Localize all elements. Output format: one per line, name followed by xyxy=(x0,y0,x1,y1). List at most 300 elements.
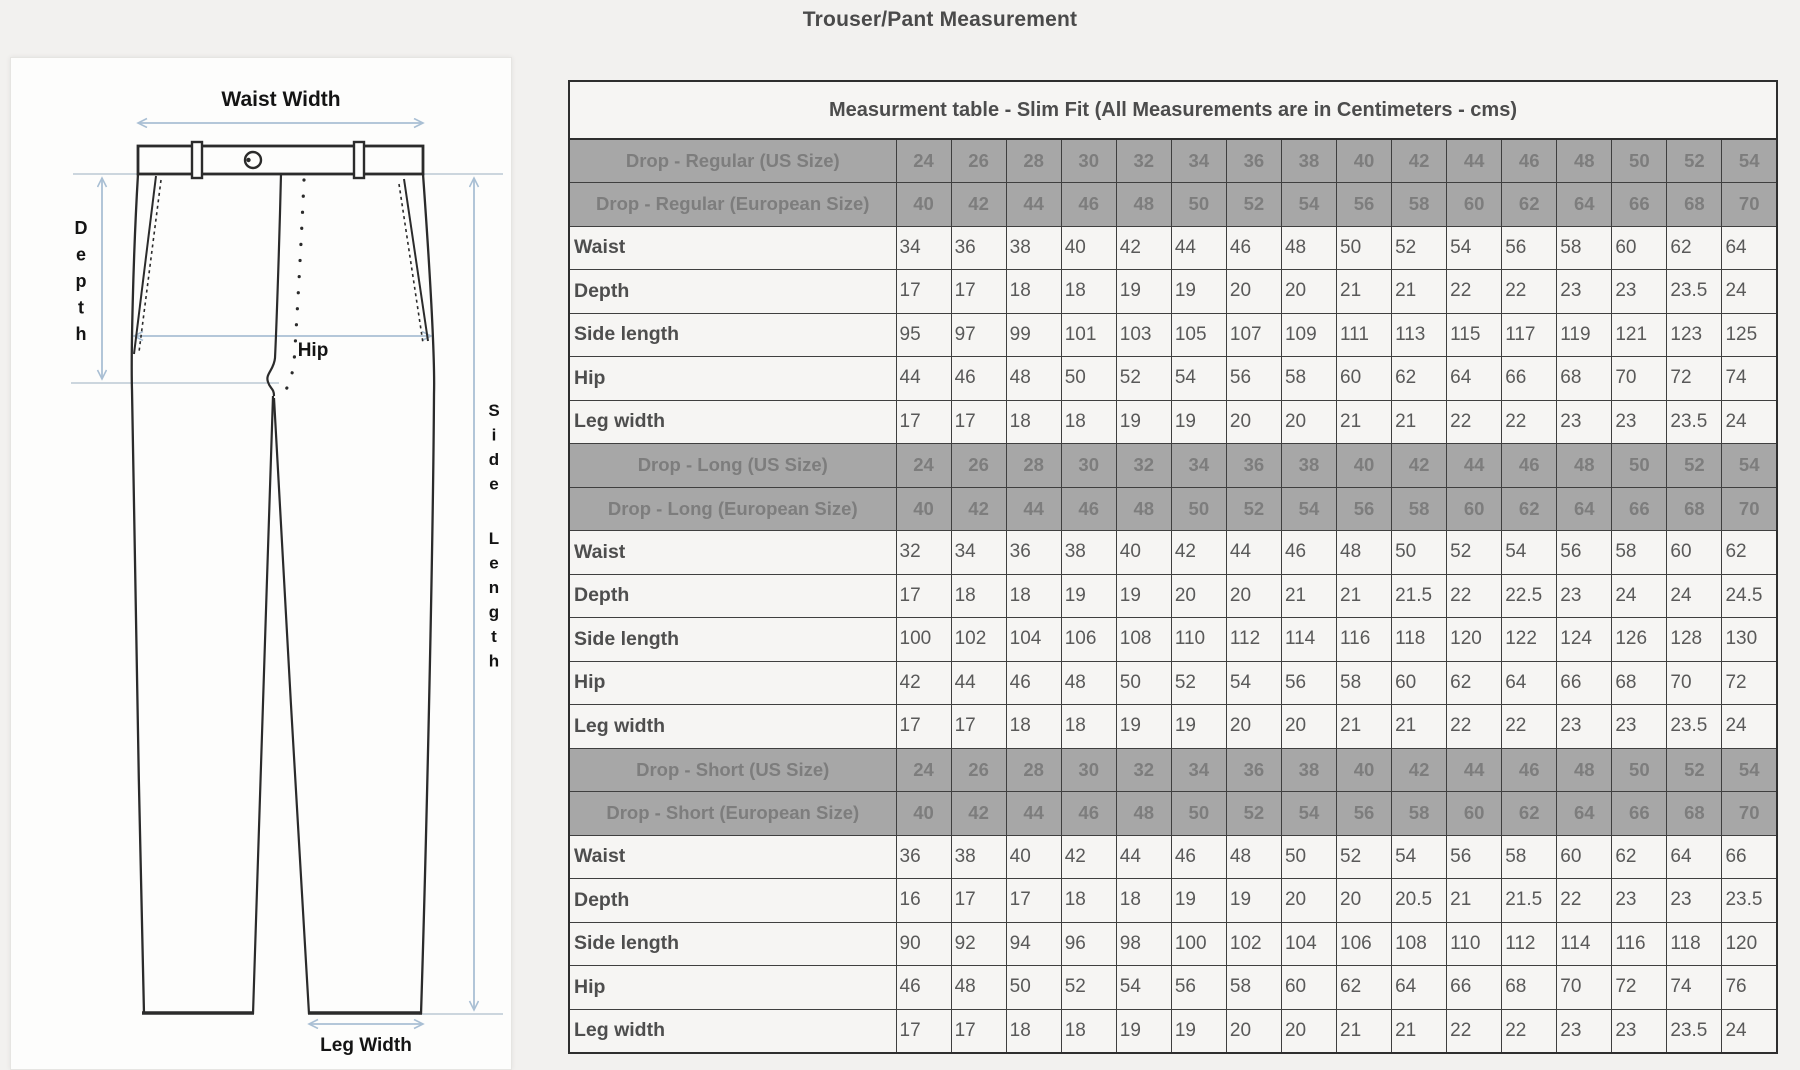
hip-label: Hip xyxy=(297,340,329,361)
measurement-value-cell: 44 xyxy=(1171,226,1226,270)
measurement-value-cell: 44 xyxy=(1226,531,1281,575)
us-size-cell: 50 xyxy=(1612,444,1667,488)
us-size-cell: 52 xyxy=(1667,748,1722,792)
measurement-value-cell: 58 xyxy=(1502,835,1557,879)
measurement-value-cell: 18 xyxy=(1061,270,1116,314)
us-size-cell: 34 xyxy=(1171,444,1226,488)
measurement-value-cell: 23.5 xyxy=(1722,879,1777,923)
measurement-value-cell: 23 xyxy=(1557,400,1612,444)
us-size-cell: 32 xyxy=(1116,444,1171,488)
eu-size-cell: 48 xyxy=(1116,487,1171,531)
measurement-value-cell: 23.5 xyxy=(1667,270,1722,314)
measurement-value-cell: 121 xyxy=(1612,313,1667,357)
vertical-label-letter: e xyxy=(75,244,87,265)
measurement-value-cell: 17 xyxy=(896,400,951,444)
measurement-row xyxy=(569,922,1777,966)
measurement-value-cell: 23.5 xyxy=(1667,705,1722,749)
measurement-value-cell: 21.5 xyxy=(1392,574,1447,618)
measurement-value-cell: 56 xyxy=(1226,357,1281,401)
measurement-value-cell: 56 xyxy=(1281,661,1336,705)
measurement-value-cell: 58 xyxy=(1226,966,1281,1010)
measurement-value-cell: 74 xyxy=(1667,966,1722,1010)
measurement-value-cell: 102 xyxy=(951,618,1006,662)
eu-size-cell: 44 xyxy=(1006,487,1061,531)
us-size-cell: 24 xyxy=(896,139,951,183)
measurement-value-cell: 20.5 xyxy=(1392,879,1447,923)
measurement-value-cell: 46 xyxy=(1281,531,1336,575)
measurement-value-cell: 21 xyxy=(1392,1009,1447,1053)
measurement-value-cell: 104 xyxy=(1006,618,1061,662)
measurement-value-cell: 20 xyxy=(1281,879,1336,923)
measurement-value-cell: 108 xyxy=(1116,618,1171,662)
eu-size-cell: 52 xyxy=(1226,183,1281,227)
measurement-value-cell: 48 xyxy=(951,966,1006,1010)
us-size-cell: 54 xyxy=(1722,139,1777,183)
vertical-label-letter: e xyxy=(489,474,499,494)
us-size-cell: 34 xyxy=(1171,139,1226,183)
waistband-button-hole xyxy=(246,158,250,162)
measurement-value-cell: 23 xyxy=(1612,705,1667,749)
measurement-value-cell: 23 xyxy=(1612,1009,1667,1053)
us-size-header-label: Drop - Regular (US Size) xyxy=(569,139,896,183)
us-size-cell: 52 xyxy=(1667,444,1722,488)
measurement-value-cell: 60 xyxy=(1557,835,1612,879)
us-size-cell: 46 xyxy=(1502,139,1557,183)
measurement-value-cell: 112 xyxy=(1502,922,1557,966)
measurement-row-label: Side length xyxy=(569,313,896,357)
size-header-row-eu xyxy=(569,183,1777,227)
measurement-value-cell: 116 xyxy=(1337,618,1392,662)
measurement-value-cell: 44 xyxy=(951,661,1006,705)
measurement-row-label: Leg width xyxy=(569,1009,896,1053)
measurement-value-cell: 21 xyxy=(1337,1009,1392,1053)
measurement-value-cell: 66 xyxy=(1447,966,1502,1010)
measurement-value-cell: 64 xyxy=(1722,226,1777,270)
measurement-value-cell: 56 xyxy=(1502,226,1557,270)
fly-stitch-dots xyxy=(283,180,304,396)
measurement-value-cell: 62 xyxy=(1447,661,1502,705)
measurement-value-cell: 109 xyxy=(1281,313,1336,357)
us-size-cell: 26 xyxy=(951,139,1006,183)
measurement-value-cell: 58 xyxy=(1557,226,1612,270)
measurement-row-label: Hip xyxy=(569,661,896,705)
measurement-value-cell: 24 xyxy=(1667,574,1722,618)
measurement-value-cell: 108 xyxy=(1392,922,1447,966)
measurement-value-cell: 125 xyxy=(1722,313,1777,357)
measurement-value-cell: 119 xyxy=(1557,313,1612,357)
measurement-value-cell: 22.5 xyxy=(1502,574,1557,618)
measurement-value-cell: 22 xyxy=(1502,705,1557,749)
measurement-value-cell: 42 xyxy=(1171,531,1226,575)
measurement-value-cell: 50 xyxy=(1392,531,1447,575)
measurement-value-cell: 54 xyxy=(1171,357,1226,401)
eu-size-cell: 54 xyxy=(1281,792,1336,836)
measurement-value-cell: 23 xyxy=(1557,1009,1612,1053)
us-size-cell: 44 xyxy=(1447,444,1502,488)
measurement-value-cell: 70 xyxy=(1557,966,1612,1010)
eu-size-cell: 46 xyxy=(1061,183,1116,227)
vertical-label-letter: i xyxy=(491,425,497,445)
vertical-label-letter: g xyxy=(488,602,500,622)
eu-size-cell: 58 xyxy=(1392,487,1447,531)
measurement-value-cell: 38 xyxy=(1061,531,1116,575)
measurement-value-cell: 48 xyxy=(1061,661,1116,705)
measurement-value-cell: 106 xyxy=(1061,618,1116,662)
measurement-value-cell: 48 xyxy=(1006,357,1061,401)
eu-size-cell: 56 xyxy=(1337,487,1392,531)
measurement-value-cell: 22 xyxy=(1502,400,1557,444)
measurement-value-cell: 60 xyxy=(1392,661,1447,705)
eu-size-cell: 58 xyxy=(1392,792,1447,836)
vertical-label-letter: d xyxy=(488,450,500,469)
measurement-value-cell: 24.5 xyxy=(1722,574,1777,618)
eu-size-cell: 56 xyxy=(1337,183,1392,227)
measurement-value-cell: 52 xyxy=(1116,357,1171,401)
measurement-value-cell: 72 xyxy=(1612,966,1667,1010)
us-size-cell: 38 xyxy=(1281,748,1336,792)
measurement-value-cell: 18 xyxy=(1061,879,1116,923)
measurement-value-cell: 36 xyxy=(896,835,951,879)
measurement-row xyxy=(569,400,1777,444)
eu-size-cell: 48 xyxy=(1116,792,1171,836)
measurement-table-body xyxy=(569,81,1777,1053)
measurement-value-cell: 24 xyxy=(1722,1009,1777,1053)
measurement-value-cell: 56 xyxy=(1557,531,1612,575)
eu-size-cell: 42 xyxy=(951,183,1006,227)
measurement-value-cell: 114 xyxy=(1557,922,1612,966)
measurement-value-cell: 50 xyxy=(1061,357,1116,401)
measurement-value-cell: 54 xyxy=(1447,226,1502,270)
measurement-value-cell: 120 xyxy=(1447,618,1502,662)
measurement-value-cell: 40 xyxy=(1006,835,1061,879)
measurement-value-cell: 21 xyxy=(1392,400,1447,444)
measurement-value-cell: 64 xyxy=(1667,835,1722,879)
us-size-cell: 38 xyxy=(1281,444,1336,488)
eu-size-cell: 40 xyxy=(896,487,951,531)
eu-size-header-label: Drop - Regular (European Size) xyxy=(569,183,896,227)
us-size-cell: 38 xyxy=(1281,139,1336,183)
measurement-value-cell: 42 xyxy=(1061,835,1116,879)
us-size-cell: 48 xyxy=(1557,139,1612,183)
measurement-value-cell: 24 xyxy=(1722,705,1777,749)
measurement-value-cell: 23 xyxy=(1557,705,1612,749)
measurement-value-cell: 68 xyxy=(1612,661,1667,705)
measurement-value-cell: 117 xyxy=(1502,313,1557,357)
measurement-value-cell: 66 xyxy=(1722,835,1777,879)
measurement-value-cell: 17 xyxy=(896,1009,951,1053)
measurement-row-label: Hip xyxy=(569,357,896,401)
leg-width-label: Leg Width xyxy=(320,1035,412,1056)
measurement-value-cell: 18 xyxy=(1061,400,1116,444)
measurement-value-cell: 44 xyxy=(1116,835,1171,879)
measurement-value-cell: 20 xyxy=(1226,270,1281,314)
measurement-row-label: Waist xyxy=(569,531,896,575)
measurement-value-cell: 102 xyxy=(1226,922,1281,966)
measurement-value-cell: 50 xyxy=(1337,226,1392,270)
measurement-value-cell: 21 xyxy=(1337,400,1392,444)
waistband xyxy=(138,146,423,174)
eu-size-cell: 70 xyxy=(1722,792,1777,836)
us-size-cell: 44 xyxy=(1447,139,1502,183)
us-size-cell: 44 xyxy=(1447,748,1502,792)
measurement-value-cell: 103 xyxy=(1116,313,1171,357)
measurement-value-cell: 18 xyxy=(1006,574,1061,618)
measurement-value-cell: 105 xyxy=(1171,313,1226,357)
left-outer-seam xyxy=(132,174,144,1014)
us-size-cell: 36 xyxy=(1226,444,1281,488)
measurement-row-label: Leg width xyxy=(569,400,896,444)
measurement-value-cell: 20 xyxy=(1337,879,1392,923)
measurement-row xyxy=(569,661,1777,705)
size-header-row-us xyxy=(569,139,1777,183)
measurement-value-cell: 66 xyxy=(1502,357,1557,401)
measurement-value-cell: 21 xyxy=(1281,574,1336,618)
eu-size-cell: 64 xyxy=(1557,792,1612,836)
us-size-cell: 26 xyxy=(951,444,1006,488)
vertical-label-letter: p xyxy=(75,271,87,291)
measurement-value-cell: 60 xyxy=(1667,531,1722,575)
measurement-value-cell: 17 xyxy=(951,400,1006,444)
measurement-value-cell: 19 xyxy=(1116,705,1171,749)
measurement-value-cell: 110 xyxy=(1447,922,1502,966)
measurement-value-cell: 90 xyxy=(896,922,951,966)
us-size-cell: 50 xyxy=(1612,139,1667,183)
measurement-value-cell: 19 xyxy=(1116,400,1171,444)
measurement-value-cell: 20 xyxy=(1226,400,1281,444)
measurement-value-cell: 24 xyxy=(1722,400,1777,444)
measurement-value-cell: 17 xyxy=(896,705,951,749)
measurement-value-cell: 22 xyxy=(1447,1009,1502,1053)
us-size-cell: 32 xyxy=(1116,139,1171,183)
measurement-value-cell: 95 xyxy=(896,313,951,357)
us-size-cell: 28 xyxy=(1006,748,1061,792)
measurement-table xyxy=(568,80,1778,1054)
measurement-value-cell: 42 xyxy=(896,661,951,705)
eu-size-cell: 68 xyxy=(1667,183,1722,227)
measurement-value-cell: 20 xyxy=(1226,705,1281,749)
measurement-value-cell: 22 xyxy=(1502,1009,1557,1053)
eu-size-cell: 66 xyxy=(1612,792,1667,836)
eu-size-cell: 40 xyxy=(896,792,951,836)
measurement-row-label: Hip xyxy=(569,966,896,1010)
eu-size-cell: 54 xyxy=(1281,183,1336,227)
measurement-value-cell: 66 xyxy=(1557,661,1612,705)
measurement-value-cell: 18 xyxy=(1061,705,1116,749)
measurement-value-cell: 60 xyxy=(1612,226,1667,270)
vertical-label-letter: S xyxy=(488,401,500,420)
vertical-label-letter: L xyxy=(488,529,500,548)
trouser-diagram-svg xyxy=(11,58,511,1069)
measurement-table-wrap xyxy=(568,80,1778,1054)
measurement-value-cell: 19 xyxy=(1116,1009,1171,1053)
measurement-value-cell: 58 xyxy=(1612,531,1667,575)
measurement-value-cell: 18 xyxy=(1006,270,1061,314)
page-title: Trouser/Pant Measurement xyxy=(802,8,1078,31)
measurement-value-cell: 50 xyxy=(1006,966,1061,1010)
measurement-value-cell: 40 xyxy=(1116,531,1171,575)
measurement-value-cell: 72 xyxy=(1667,357,1722,401)
measurement-value-cell: 42 xyxy=(1116,226,1171,270)
measurement-row-label: Depth xyxy=(569,574,896,618)
measurement-value-cell: 23.5 xyxy=(1667,400,1722,444)
us-size-cell: 28 xyxy=(1006,139,1061,183)
measurement-value-cell: 54 xyxy=(1226,661,1281,705)
eu-size-cell: 40 xyxy=(896,183,951,227)
measurement-value-cell: 23 xyxy=(1612,270,1667,314)
measurement-value-cell: 21 xyxy=(1337,705,1392,749)
us-size-cell: 32 xyxy=(1116,748,1171,792)
measurement-value-cell: 113 xyxy=(1392,313,1447,357)
measurement-value-cell: 124 xyxy=(1557,618,1612,662)
measurement-value-cell: 52 xyxy=(1337,835,1392,879)
measurement-value-cell: 76 xyxy=(1722,966,1777,1010)
measurement-value-cell: 126 xyxy=(1612,618,1667,662)
measurement-value-cell: 23 xyxy=(1667,879,1722,923)
eu-size-cell: 62 xyxy=(1502,792,1557,836)
measurement-value-cell: 64 xyxy=(1447,357,1502,401)
measurement-value-cell: 21 xyxy=(1337,270,1392,314)
measurement-value-cell: 34 xyxy=(951,531,1006,575)
measurement-value-cell: 50 xyxy=(1281,835,1336,879)
measurement-value-cell: 46 xyxy=(896,966,951,1010)
trouser-outline xyxy=(132,142,434,1014)
measurement-row-label: Leg width xyxy=(569,705,896,749)
measurement-row xyxy=(569,574,1777,618)
eu-size-cell: 44 xyxy=(1006,183,1061,227)
us-size-cell: 42 xyxy=(1392,444,1447,488)
us-size-cell: 54 xyxy=(1722,444,1777,488)
measurement-value-cell: 23.5 xyxy=(1667,1009,1722,1053)
measurement-value-cell: 101 xyxy=(1061,313,1116,357)
measurement-row xyxy=(569,879,1777,923)
eu-size-cell: 56 xyxy=(1337,792,1392,836)
measurement-value-cell: 48 xyxy=(1226,835,1281,879)
us-size-cell: 54 xyxy=(1722,748,1777,792)
belt-loop-right xyxy=(354,142,364,178)
measurement-value-cell: 118 xyxy=(1667,922,1722,966)
measurement-value-cell: 100 xyxy=(896,618,951,662)
measurement-value-cell: 96 xyxy=(1061,922,1116,966)
measurement-value-cell: 19 xyxy=(1116,270,1171,314)
measurement-value-cell: 21 xyxy=(1392,705,1447,749)
us-size-cell: 36 xyxy=(1226,748,1281,792)
us-size-cell: 48 xyxy=(1557,444,1612,488)
measurement-value-cell: 19 xyxy=(1171,270,1226,314)
measurement-value-cell: 111 xyxy=(1337,313,1392,357)
measurement-row-label: Depth xyxy=(569,879,896,923)
measurement-row xyxy=(569,966,1777,1010)
eu-size-cell: 50 xyxy=(1171,487,1226,531)
measurement-value-cell: 98 xyxy=(1116,922,1171,966)
measurement-value-cell: 120 xyxy=(1722,922,1777,966)
measurement-value-cell: 19 xyxy=(1171,705,1226,749)
measurement-value-cell: 18 xyxy=(1006,400,1061,444)
size-header-row-us xyxy=(569,444,1777,488)
vertical-label-letter: n xyxy=(488,578,500,597)
measurement-value-cell: 62 xyxy=(1392,357,1447,401)
measurement-value-cell: 46 xyxy=(951,357,1006,401)
measurement-value-cell: 16 xyxy=(896,879,951,923)
eu-size-cell: 54 xyxy=(1281,487,1336,531)
measurement-value-cell: 18 xyxy=(1006,1009,1061,1053)
eu-size-cell: 62 xyxy=(1502,487,1557,531)
measurement-value-cell: 56 xyxy=(1447,835,1502,879)
measurement-row xyxy=(569,835,1777,879)
measurement-row-label: Waist xyxy=(569,226,896,270)
measurement-value-cell: 24 xyxy=(1612,574,1667,618)
measurement-value-cell: 36 xyxy=(1006,531,1061,575)
measurement-value-cell: 18 xyxy=(1116,879,1171,923)
measurement-value-cell: 68 xyxy=(1502,966,1557,1010)
eu-size-cell: 60 xyxy=(1447,792,1502,836)
us-size-cell: 46 xyxy=(1502,444,1557,488)
measurement-value-cell: 38 xyxy=(951,835,1006,879)
trouser-diagram-panel xyxy=(10,57,512,1070)
measurement-value-cell: 22 xyxy=(1447,400,1502,444)
eu-size-cell: 42 xyxy=(951,487,1006,531)
measurement-value-cell: 22 xyxy=(1557,879,1612,923)
measurement-row xyxy=(569,357,1777,401)
eu-size-cell: 66 xyxy=(1612,487,1667,531)
waist-width-label: Waist Width xyxy=(221,88,341,111)
measurement-value-cell: 92 xyxy=(951,922,1006,966)
measurement-value-cell: 112 xyxy=(1226,618,1281,662)
us-size-cell: 28 xyxy=(1006,444,1061,488)
measurement-value-cell: 122 xyxy=(1502,618,1557,662)
measurement-value-cell: 115 xyxy=(1447,313,1502,357)
eu-size-cell: 70 xyxy=(1722,487,1777,531)
measurement-value-cell: 17 xyxy=(951,879,1006,923)
measurement-row xyxy=(569,705,1777,749)
eu-size-cell: 42 xyxy=(951,792,1006,836)
measurement-row xyxy=(569,618,1777,662)
measurement-value-cell: 36 xyxy=(951,226,1006,270)
vertical-label-letter: t xyxy=(78,297,84,318)
measurement-value-cell: 130 xyxy=(1722,618,1777,662)
measurement-value-cell: 18 xyxy=(951,574,1006,618)
measurement-value-cell: 46 xyxy=(1171,835,1226,879)
measurement-value-cell: 17 xyxy=(896,574,951,618)
eu-size-cell: 52 xyxy=(1226,487,1281,531)
measurement-value-cell: 100 xyxy=(1171,922,1226,966)
measurement-row xyxy=(569,531,1777,575)
measurement-value-cell: 22 xyxy=(1502,270,1557,314)
us-size-cell: 24 xyxy=(896,444,951,488)
us-size-cell: 24 xyxy=(896,748,951,792)
us-size-cell: 30 xyxy=(1061,139,1116,183)
measurement-row xyxy=(569,270,1777,314)
us-size-cell: 42 xyxy=(1392,139,1447,183)
measurement-row-label: Depth xyxy=(569,270,896,314)
measurement-value-cell: 20 xyxy=(1281,705,1336,749)
eu-size-cell: 50 xyxy=(1171,183,1226,227)
eu-size-cell: 58 xyxy=(1392,183,1447,227)
left-pocket-stitch xyxy=(139,180,161,352)
measurement-value-cell: 20 xyxy=(1281,270,1336,314)
measurement-value-cell: 23 xyxy=(1612,400,1667,444)
measurement-value-cell: 22 xyxy=(1447,270,1502,314)
measurement-value-cell: 64 xyxy=(1392,966,1447,1010)
measurement-value-cell: 128 xyxy=(1667,618,1722,662)
eu-size-cell: 50 xyxy=(1171,792,1226,836)
eu-size-cell: 68 xyxy=(1667,487,1722,531)
us-size-cell: 52 xyxy=(1667,139,1722,183)
measurement-value-cell: 116 xyxy=(1612,922,1667,966)
us-size-header-label: Drop - Short (US Size) xyxy=(569,748,896,792)
measurement-value-cell: 50 xyxy=(1116,661,1171,705)
us-size-cell: 40 xyxy=(1337,748,1392,792)
measurement-value-cell: 58 xyxy=(1337,661,1392,705)
